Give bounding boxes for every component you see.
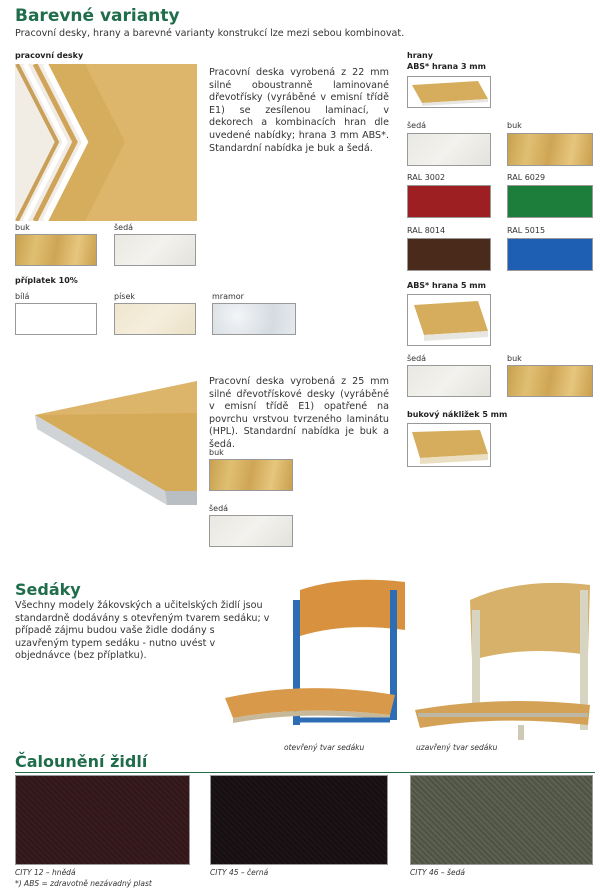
seats-description: Všechny modely žákovských a učitelských židlí jsou standardně dodávány s otevřeným tvarem sedáku; v případě zájmu budou vaše židle dodány s uzavřeným typem sedáku - nutno uvést v objednávce (bez příplatku).: [15, 600, 270, 662]
swatch-seda: [114, 234, 196, 266]
fabric-label-city12: CITY 12 – hnědá: [15, 868, 76, 877]
edge-swatch-ral6029: [507, 185, 593, 218]
swatch-label-mramor: mramor: [212, 292, 244, 301]
edge-swatch-ral3002: [407, 185, 491, 218]
edge-label-ral6029: RAL 6029: [507, 173, 546, 182]
desks-label: pracovní desky: [15, 51, 84, 60]
edge-swatch-ral8014: [407, 238, 491, 271]
swatch-bila: [15, 303, 97, 335]
desk1-photo: [15, 64, 197, 221]
footnote-abs: *) ABS = zdravotně nezávadný plast: [15, 879, 152, 888]
desk2-label-buk: buk: [209, 448, 224, 457]
abs3-label: ABS* hrana 3 mm: [407, 62, 486, 71]
abs5-swatch-seda: [407, 365, 491, 397]
edge-label-ral3002: RAL 3002: [407, 173, 446, 182]
edge-swatch-ral5015: [507, 238, 593, 271]
beech-edge-label: bukový nákližek 5 mm: [407, 410, 508, 419]
abs5-edge-photo: [407, 294, 491, 346]
edge-swatch-seda: [407, 133, 491, 166]
abs5-label-buk: buk: [507, 354, 522, 363]
surcharge-label: příplatek 10%: [15, 276, 78, 285]
swatch-label-buk: buk: [15, 223, 30, 232]
beech-edge-photo: [407, 423, 491, 467]
swatch-buk: [15, 234, 97, 266]
edge-label-ral5015: RAL 5015: [507, 226, 546, 235]
desk2-swatch-buk: [209, 459, 293, 491]
fabric-label-city45: CITY 45 – černá: [210, 868, 269, 877]
desk2-swatch-seda: [209, 515, 293, 547]
desk2-description: Pracovní deska vyrobená z 25 mm silné dřevotřískové desky (vyráběné v emisní třídě E1) opatřené na povrchu vrstvou tvrzeného laminátu (HPL). Standardní nabídka je buk a šedá.: [209, 376, 389, 450]
caption-open-seat: otevřený tvar sedáku: [284, 743, 365, 752]
swatch-pisek: [114, 303, 196, 335]
abs3-edge-photo: [407, 76, 491, 108]
swatch-mramor: [212, 303, 296, 335]
swatch-label-seda: šedá: [114, 223, 134, 232]
edge-label-seda: šedá: [407, 121, 427, 130]
edge-swatch-buk: [507, 133, 593, 166]
edges-title: hrany: [407, 51, 433, 60]
swatch-label-pisek: písek: [114, 292, 136, 301]
fabric-label-city46: CITY 46 – šedá: [410, 868, 465, 877]
section-title-seats: Sedáky: [15, 580, 81, 599]
section-subtitle: Pracovní desky, hrany a barevné varianty konstrukcí lze mezi sebou kombinovat.: [15, 28, 405, 39]
fabric-swatch-city12: [15, 775, 190, 865]
desk2-label-seda: šedá: [209, 504, 229, 513]
caption-closed-seat: uzavřený tvar sedáku: [416, 743, 498, 752]
abs5-swatch-buk: [507, 365, 593, 397]
section-divider: [15, 772, 595, 773]
fabric-swatch-city45: [210, 775, 388, 865]
edge-label-ral8014: RAL 8014: [407, 226, 446, 235]
abs5-label: ABS* hrana 5 mm: [407, 281, 486, 290]
closed-seat-chair-image: [410, 565, 600, 740]
abs5-label-seda: šedá: [407, 354, 427, 363]
desk2-photo: [15, 373, 197, 513]
desk1-description: Pracovní deska vyrobená z 22 mm silné oboustranně laminované dřevotřísky (vyráběné v emisní třídě E1) se zesílenou laminací, v dekorech a kombinacích hran dle uvedené nabídky; hrana 3 mm ABS*. Standardní nabídka je buk a šedá.: [209, 67, 389, 154]
open-seat-chair-image: [205, 570, 405, 740]
swatch-label-bila: bílá: [15, 292, 30, 301]
edge-label-buk: buk: [507, 121, 522, 130]
section-title-upholstery: Čalounění židlí: [15, 752, 148, 771]
fabric-swatch-city46: [410, 775, 593, 865]
section-title-color-variants: Barevné varianty: [15, 6, 180, 26]
